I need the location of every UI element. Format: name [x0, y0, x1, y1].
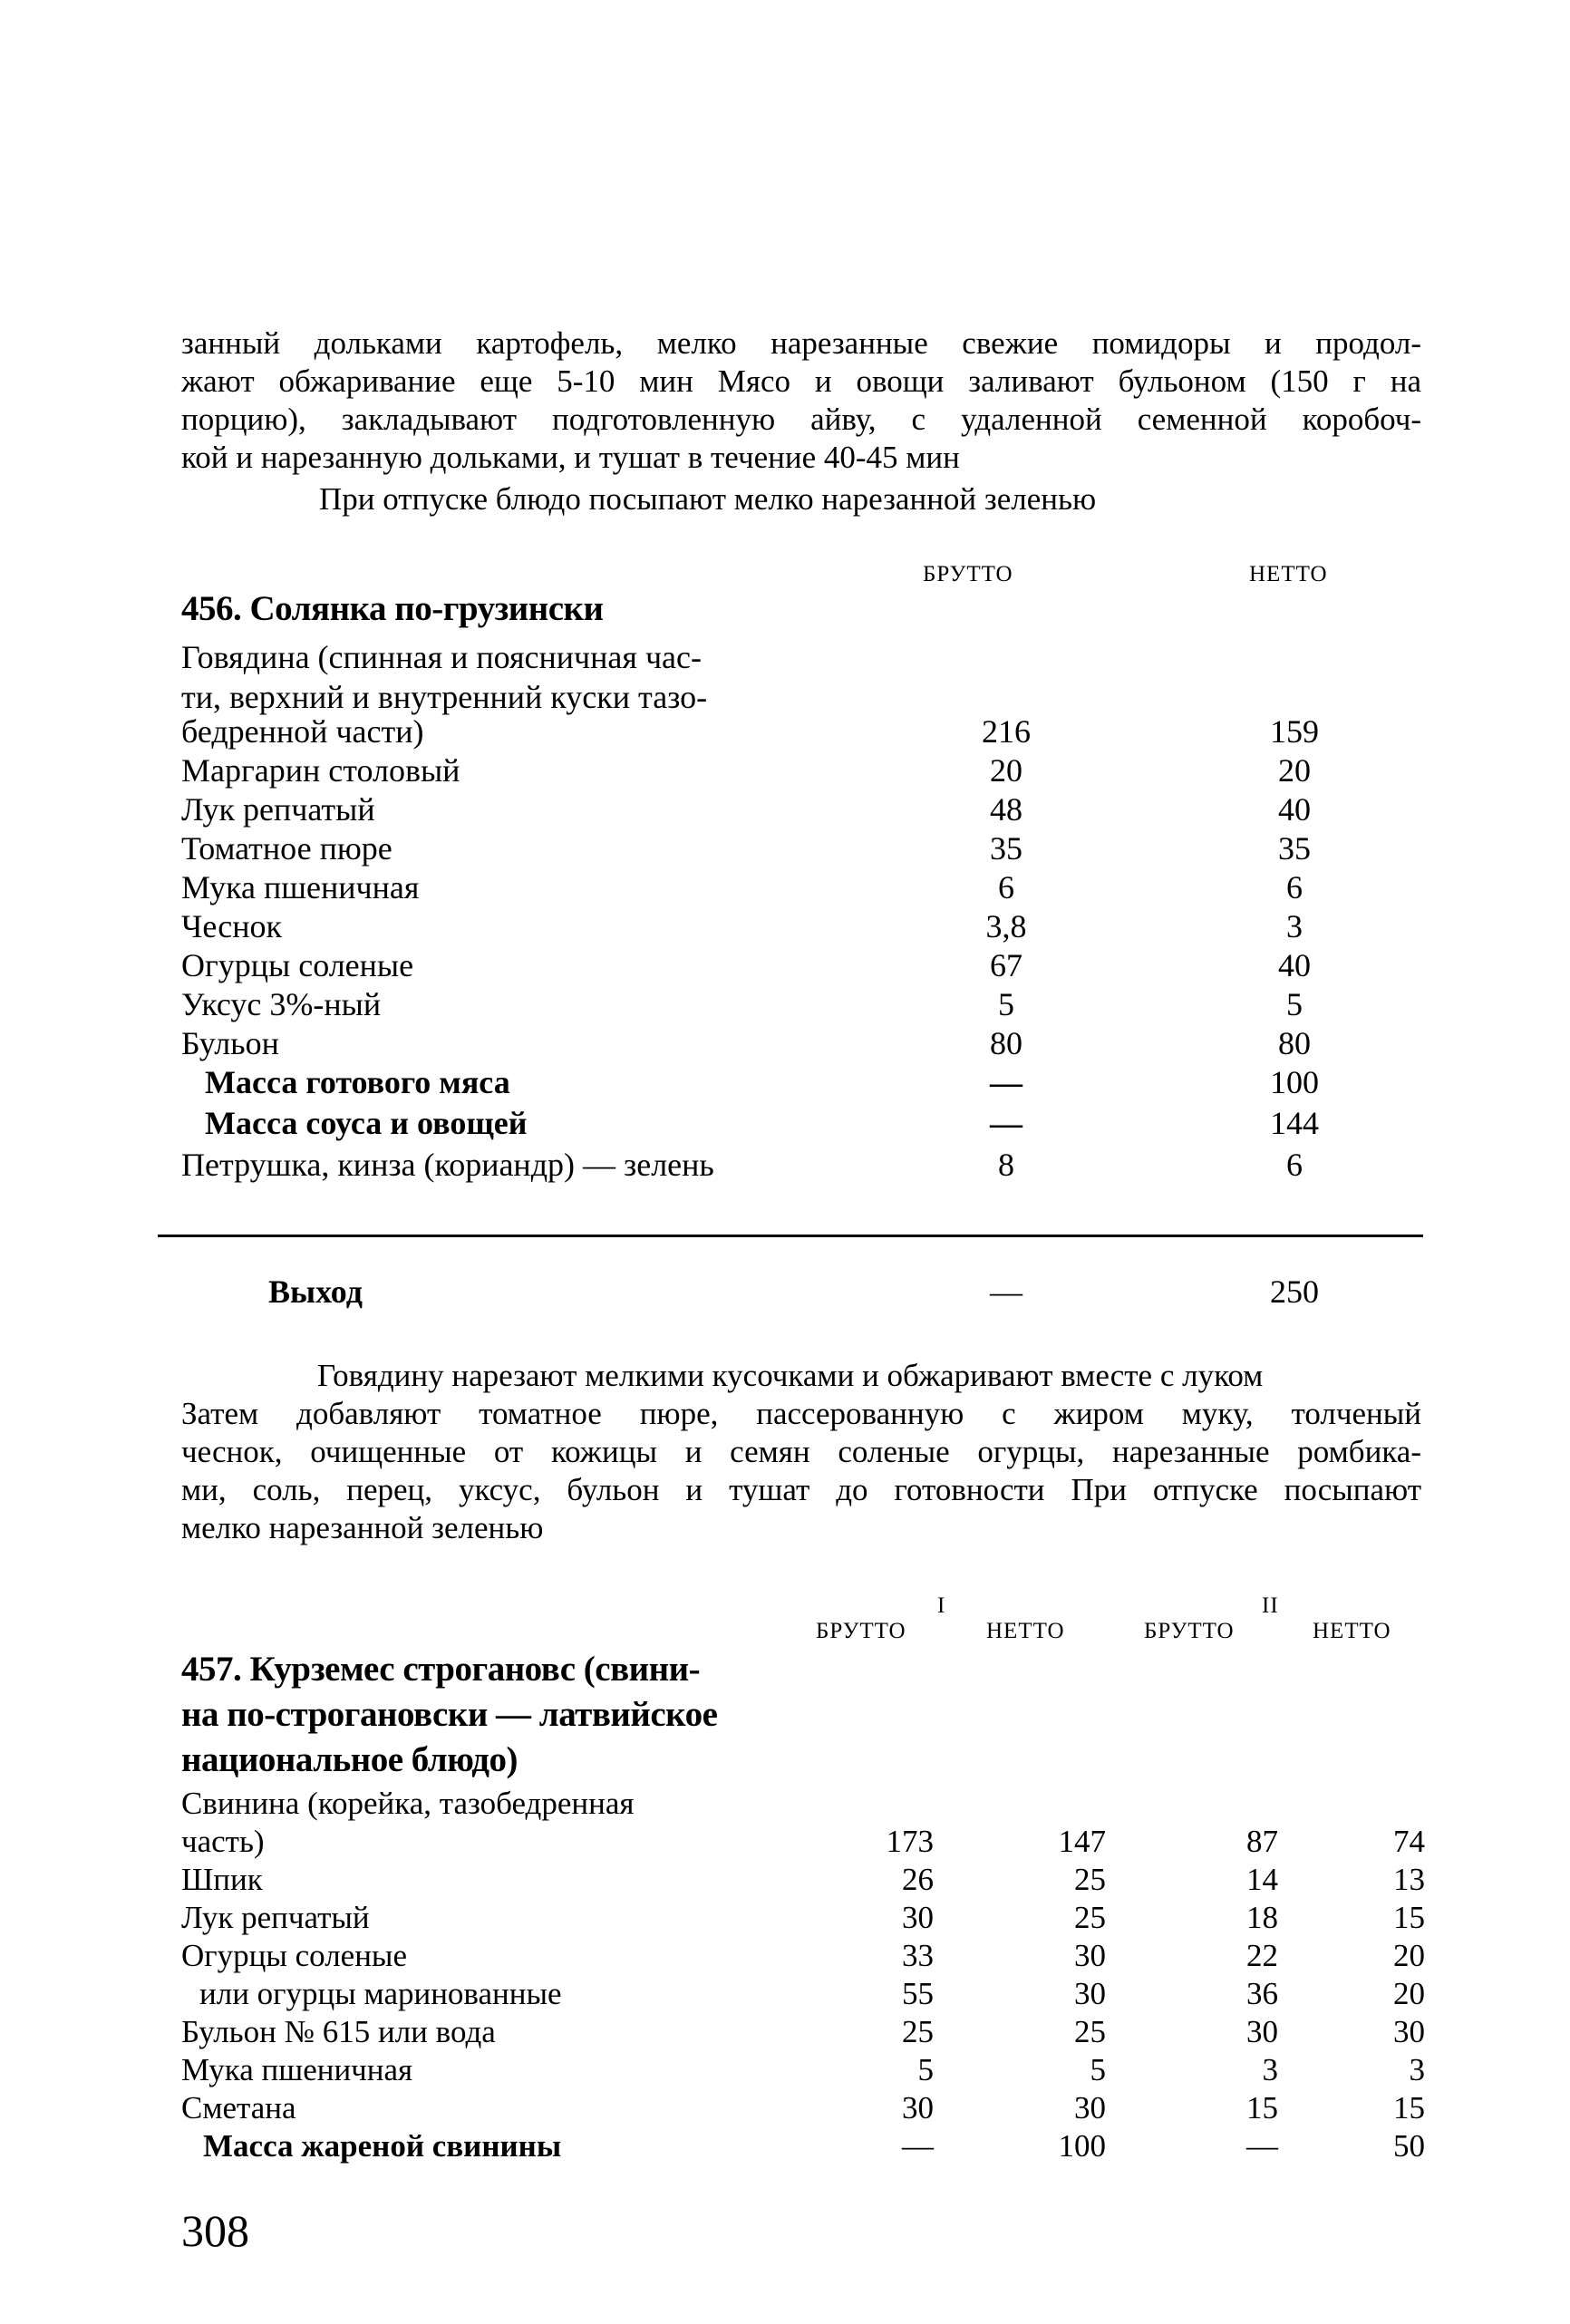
brutto-value: — [990, 1064, 1022, 1100]
brutto-1-header: БРУТТО [816, 1619, 906, 1643]
ingredient-name: Петрушка, кинза (кориандр) — зелень [181, 1147, 714, 1183]
netto-value: 100 [1270, 1064, 1319, 1100]
b1-value: 33 [902, 1938, 934, 1973]
n1-value: 147 [1058, 1824, 1106, 1859]
ingredient-name: Чеснок [181, 908, 283, 944]
ingredient-name: Масса жареной свинины [203, 2128, 562, 2164]
netto-value: 40 [1278, 791, 1311, 828]
recipe-456-title: 456. Солянка по-грузински [181, 589, 604, 628]
yield-netto: 250 [1270, 1273, 1319, 1310]
b1-value: 30 [902, 2090, 934, 2125]
b2-value: 15 [1246, 2090, 1278, 2125]
ingredient-name: Огурцы соленые [181, 947, 414, 983]
recipe-457-title-line: 457. Курземес строгановс (свини- [181, 1650, 701, 1689]
brutto-header: БРУТТО [923, 562, 1013, 586]
b2-value: 18 [1246, 1900, 1278, 1935]
ingredient-name: Свинина (корейка, тазобедренная [181, 1786, 635, 1821]
ingredient-name: бедренной части) [181, 713, 424, 750]
netto-2-header: НЕТТО [1313, 1619, 1391, 1643]
n1-value: 30 [1074, 2090, 1106, 2125]
ingredient-name: Сметана [181, 2090, 296, 2125]
b1-value: 25 [902, 2014, 934, 2049]
group-1-header: I [937, 1593, 946, 1618]
ingredient-name: Масса готового мяса [205, 1064, 510, 1100]
n1-value: 100 [1058, 2128, 1106, 2164]
n2-value: 20 [1393, 1976, 1425, 2011]
netto-value: 3 [1286, 908, 1303, 944]
brutto-value: 80 [990, 1025, 1022, 1061]
brutto-value: 216 [982, 713, 1031, 750]
n2-value: 3 [1409, 2052, 1425, 2087]
yield-label: Выход [268, 1273, 363, 1310]
n1-value: 25 [1074, 2014, 1106, 2049]
n2-value: 74 [1393, 1824, 1425, 1859]
b1-value: 26 [902, 1862, 934, 1897]
b2-value: 30 [1246, 2014, 1278, 2049]
netto-value: 159 [1270, 713, 1319, 750]
b2-value: 3 [1262, 2052, 1278, 2087]
ingredient-name: Лук репчатый [181, 1900, 370, 1935]
n2-value: 15 [1393, 2090, 1425, 2125]
b1-value: 5 [917, 2052, 934, 2087]
netto-value: 6 [1286, 869, 1303, 905]
recipe-457-title-line: национальное блюдо) [181, 1740, 518, 1779]
brutto-value: 67 [990, 947, 1022, 983]
group-2-header: II [1262, 1593, 1279, 1618]
netto-value: 6 [1286, 1147, 1303, 1183]
brutto-2-header: БРУТТО [1144, 1619, 1235, 1643]
ingredient-name: Мука пшеничная [181, 869, 420, 905]
ingredient-name: Мука пшеничная [181, 2052, 413, 2087]
brutto-value: 6 [998, 869, 1014, 905]
netto-value: 40 [1278, 947, 1311, 983]
ingredient-name: Огурцы соленые [181, 1938, 407, 1973]
brutto-value: 3,8 [985, 908, 1027, 944]
b1-value: 55 [902, 1976, 934, 2011]
n1-value: 5 [1090, 2052, 1106, 2087]
intro-line: занный дольками картофель, мелко нарезанные свежие помидоры и продол- [181, 325, 1421, 361]
n1-value: 30 [1074, 1976, 1106, 2011]
recipe-457-title-line: на по-строгановски — латвийское [181, 1695, 718, 1734]
b1-value: 173 [886, 1824, 934, 1859]
n2-value: 15 [1393, 1900, 1425, 1935]
ingredient-name: Лук репчатый [181, 791, 375, 828]
ingredient-name: Маргарин столовый [181, 752, 460, 789]
ingredient-name: Томатное пюре [181, 830, 392, 867]
netto-value: 144 [1270, 1105, 1319, 1141]
netto-1-header: НЕТТО [986, 1619, 1065, 1643]
n2-value: 50 [1393, 2128, 1425, 2164]
b2-value: 87 [1246, 1824, 1278, 1859]
ingredient-name: Масса соуса и овощей [205, 1105, 528, 1141]
n2-value: 20 [1393, 1938, 1425, 1973]
brutto-value: 20 [990, 752, 1022, 789]
b1-value: 30 [902, 1900, 934, 1935]
n2-value: 13 [1393, 1862, 1425, 1897]
n2-value: 30 [1393, 2014, 1425, 2049]
netto-value: 80 [1278, 1025, 1311, 1061]
n1-value: 25 [1074, 1900, 1106, 1935]
b2-value: — [1246, 2128, 1278, 2164]
intro-serving-note: При отпуске блюдо посыпают мелко нарезанной зеленью [319, 481, 1097, 517]
method-line: Затем добавляют томатное пюре, пассерованную с жиром муку, толченый [181, 1396, 1421, 1431]
brutto-value: 48 [990, 791, 1022, 828]
n1-value: 25 [1074, 1862, 1106, 1897]
n1-value: 30 [1074, 1938, 1106, 1973]
b2-value: 14 [1246, 1862, 1278, 1897]
brutto-value: 35 [990, 830, 1022, 867]
ingredient-name: Бульон № 615 или вода [181, 2014, 496, 2049]
brutto-value: 8 [998, 1147, 1014, 1183]
ingredient-name: Бульон [181, 1025, 279, 1061]
intro-line: жают обжаривание еще 5-10 мин Мясо и овощи заливают бульоном (150 г на [181, 363, 1421, 399]
ingredient-name: Говядина (спинная и поясничная час- [181, 639, 702, 675]
b1-value: — [902, 2128, 934, 2164]
ingredient-name: Шпик [181, 1862, 263, 1897]
ingredient-name: или огурцы маринованные [199, 1976, 562, 2011]
ingredient-name: ти, верхний и внутренний куски тазо- [181, 679, 708, 715]
ingredient-name: часть) [181, 1824, 265, 1859]
method-line: чеснок, очищенные от кожицы и семян соленые огурцы, нарезанные ромбика- [181, 1434, 1421, 1469]
netto-value: 5 [1286, 986, 1303, 1022]
netto-value: 20 [1278, 752, 1311, 789]
method-line: Говядину нарезают мелкими кусочками и обжаривают вместе с луком [317, 1358, 1264, 1393]
method-line: мелко нарезанной зеленью [181, 1510, 544, 1545]
brutto-value: 5 [998, 986, 1014, 1022]
netto-header: НЕТТО [1249, 562, 1328, 586]
ingredient-name: Уксус 3%-ный [181, 986, 382, 1022]
brutto-value: — [990, 1105, 1022, 1141]
page-number: 308 [181, 2205, 249, 2256]
divider [158, 1235, 1423, 1237]
b2-value: 22 [1246, 1938, 1278, 1973]
netto-value: 35 [1278, 830, 1311, 867]
b2-value: 36 [1246, 1976, 1278, 2011]
intro-line: порцию), закладывают подготовленную айву, с удаленной семенной коробоч- [181, 402, 1421, 437]
method-line: ми, соль, перец, уксус, бульон и тушат до готовности При отпуске посыпают [181, 1472, 1421, 1507]
yield-brutto: — [990, 1273, 1022, 1310]
intro-line: кой и нарезанную дольками, и тушат в течение 40-45 мин [181, 440, 960, 475]
